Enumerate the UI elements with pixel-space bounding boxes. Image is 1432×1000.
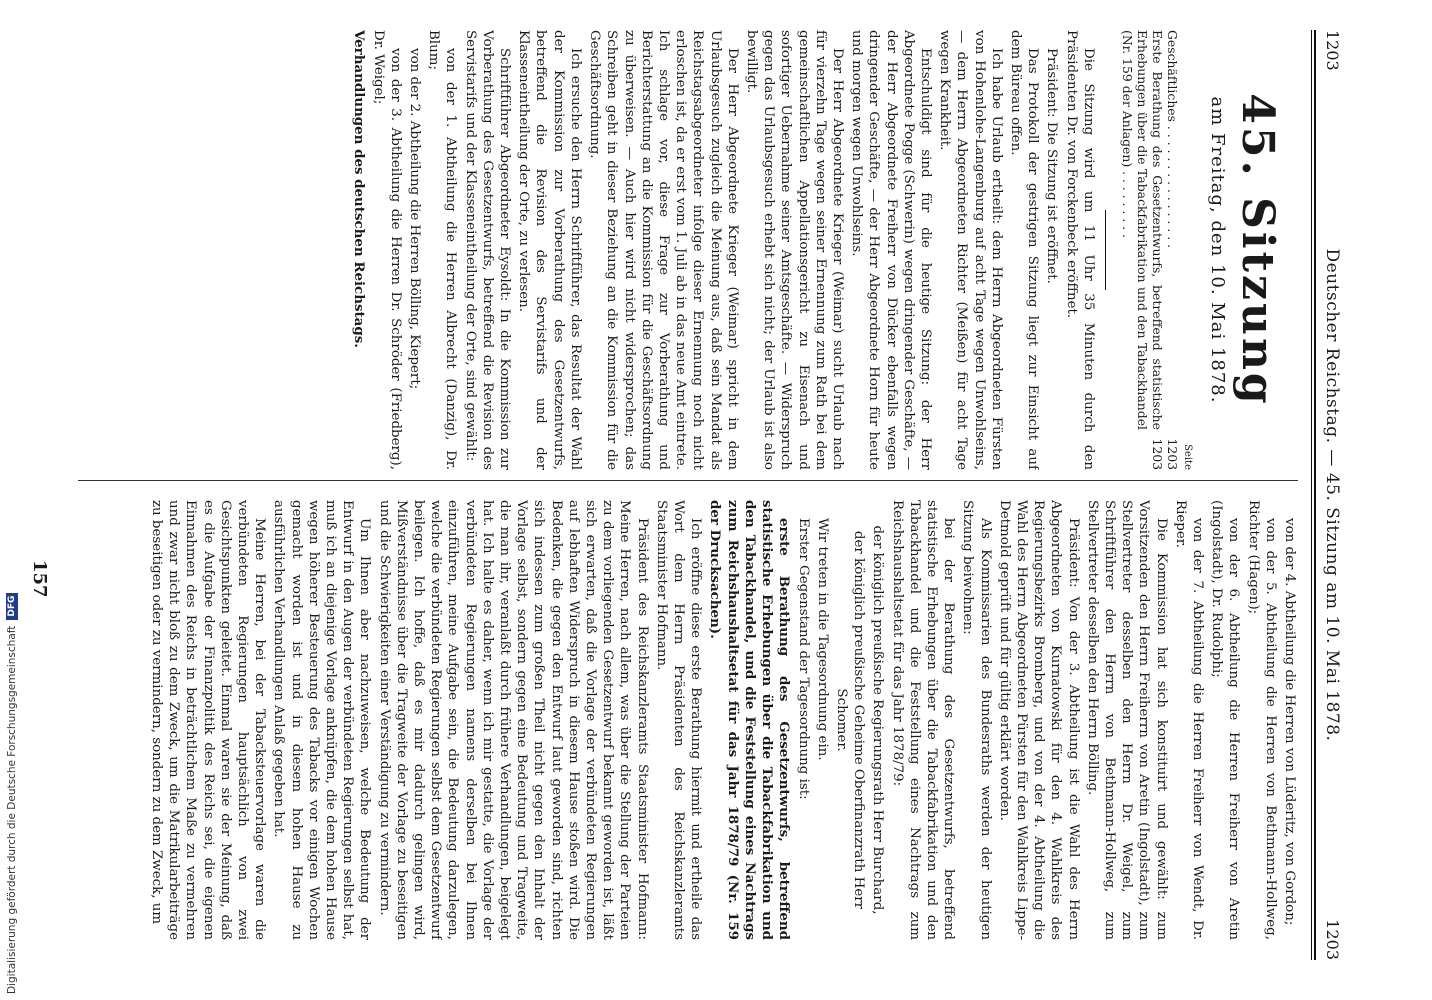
paragraph: Präsident: Die Sitzung ist eröffnet.	[1044, 48, 1060, 284]
paragraph: Ich eröffne diese erste Berathung hiermit und ertheile das Wort dem Herrn Präsidenten des Reichskanzleramts Staatsminister Hofmann.	[653, 500, 704, 940]
dfg-logo-icon: DFG	[6, 593, 18, 620]
digitization-credit	[2, 0, 22, 1000]
page-number-left: 1203	[1323, 30, 1342, 71]
column-divider	[78, 480, 1298, 481]
paragraph: Das Protokoll der gestrigen Sitzung liegt zur Einsicht auf dem Büreau offen.	[1007, 30, 1041, 470]
toc-label: Geschäftliches . . . . . . . . . . . . . . . .	[1164, 30, 1180, 249]
paragraph: der königlich preußische Geheime Oberfinanzrath Herr Schomer.	[833, 530, 867, 910]
table-of-contents	[1120, 30, 1195, 470]
paragraph: Erster Gegenstand der Tagesordnung ist:	[795, 518, 811, 800]
paragraph: der königlich preußische Regierungsrath Herr Burchard,	[870, 525, 886, 915]
rotated-page	[20, 10, 1350, 970]
paragraph: Um Ihnen aber nachzuweisen, welche Bedeutung der Entwurf in den Augen der verbündeten Regierungen selbst hat, muß ich an diejenige Vorlage anknüpfen, die dem hohen Hause wegen höherer Besteuerung des Tabacks vor einigen Wochen gemacht worden ist und in diesem hohen Hause zu ausführlichen Verhandlungen Anlaß gegeben hat.	[271, 500, 373, 940]
paragraph: von der 4. Abtheilung die Herren von Lüderitz, von Gordon;	[1282, 518, 1297, 926]
header-rule	[1314, 30, 1316, 960]
session-date: am Freitag, den 10. Mai 1878.	[1207, 96, 1228, 404]
paragraph: von der 6. Abtheilung die Herren Freiherr von Aretin (Ingolstadt), Dr. Rudolphi;	[1209, 500, 1242, 940]
paragraph: von der 7. Abtheilung die Herren Freiherr von Wendt, Dr. Rieper.	[1172, 500, 1205, 940]
credit-text: Digitalisierung gefördert durch die Deutsche Forschungsgemeinschaft	[6, 625, 18, 994]
paragraph: Der Herr Abgeordnete Krieger (Weimar) spricht in dem Urlaubsgesuch zugleich die Meinung aus, daß sein Mandat als Reichstagsabgeordneter infolge dieser Ernennung noch nicht erloschen ist, da er erst vom 1. Juli ab in das neue Amt eintrete. Ich schlage vor, diese Frage zur Vorberathung und Berichterstattung an die Kommission für die Geschäftsordnung zu überweisen. — Auch hier wird nicht widersprochen; das Schreiben geht in dieser Beziehung an die Kommission für die Geschäftsordnung.	[587, 30, 740, 470]
running-header	[1316, 30, 1342, 960]
paragraph: Wir treten in die Tagesordnung ein.	[814, 518, 830, 761]
toc-row	[1120, 30, 1165, 470]
header-rule-thin	[1311, 30, 1312, 960]
signature-number: 157	[29, 560, 50, 598]
paragraph: Ich ersuche den Herrn Schriftführer, das Resultat der Wahl der Kommission zur Vorberathung des Gesetzentwurfs, betreffend die Revision des Servistarifs und der Klasseneintheilung der Orte, zu verlesen.	[516, 30, 583, 470]
paragraph: von der 2. Abtheilung die Herren Bölling, Kiepert;	[407, 48, 423, 390]
toc-seite-label: Seite	[1181, 444, 1193, 470]
paragraph: Die Sitzung wird um 11 Uhr 35 Minuten durch den Präsidenten Dr. von Forckenbeck eröffnet.	[1063, 30, 1096, 470]
agenda-item: erste Berathung des Gesetzentwurfs, betreffend statistische Erhebungen über die Tabackfabrikation und den Tabackhandel, und die Feststellung eines Nachtrags zum Reichshaushaltsetat für das Jahr 1878/79 (Nr. 159 der Drucksachen).	[707, 500, 793, 940]
section-rule	[1105, 210, 1106, 290]
paragraph: Entschuldigt sind für die heutige Sitzung: der Herr Abgeordnete Pogge (Schwerin) wegen dringender Geschäfte, — der Herr Abgeordnete Freiherr von Dücker ebenfalls wegen dringender Geschäfte, — der Herr Abgeordnete Horn für heute und morgen wegen Unwohlseins.	[849, 30, 933, 470]
paragraph: Ich habe Urlaub ertheilt: dem Herrn Abgeordneten Fürsten von Hohenlohe-Langenburg auf acht Tage wegen Unwohlseins, — dem Herrn Abgeordneten Richter (Meißen) für acht Tage wegen Krankheit.	[937, 30, 1004, 470]
paragraph: Präsident: Von der 3. Abtheilung ist die Wahl des Herrn Abgeordneten von Kurnatowski für den 4. Wahlkreis des Regierungsbezirks Bromberg, und von der 4. Abtheilung die Wahl des Herrn Abgeordneten Pürsten für den Wahlkreis Lippe-Detmold geprüft und für gültig erklärt worden.	[996, 500, 1081, 940]
paragraph: Präsident des Reichskanzleramts Staatsminister Hofmann: Meine Herren, nach allem, was über die Stellung der Parteien zu dem vorliegenden Gesetzentwurf bekannt geworden ist, läßt sich erwarten, daß die Vorlage der verbündeten Regierungen auf lebhaften Widerspruch in diesem Hause stoßen wird. Die Bedenken, die gegen den Entwurf laut geworden sind, richten sich indessen zum großen Theil nicht gegen den Inhalt der Vorlage selbst, sondern gegen eine Bedeutung und Tragweite, die man ihr, veranlaßt durch frühere Verhandlungen, beigelegt hat. Ich halte es daher, wenn ich mir gestatte, die Vorlage der verbündeten Regierungen namens derselben bei Ihnen einzuführen, meine Aufgabe sein, die Bedeutung darzulegen, welche die verbündeten Regierungen selbst dem Gesetzentwurf beilegen. Ich hoffe, daß es mir dadurch gelingen wird, Mißverständnisse über die Tragweite der Vorlage zu beseitigen und die Schwierigkeiten einer Verständigung zu vermindern.	[376, 500, 650, 940]
paragraph: Meine Herren, bei der Tabacksteuervorlage waren die verbündeten Regierungen hauptsächlich von zwei Gesichtspunkten geleitet. Einmal waren sie der Meinung, daß es die Aufgabe der Finanzpolitik des Reichs sei, die eigenen Einnahmen des Reichs in beträchtlichem Maße zu vermehren und zwar nicht bloß zu dem Zweck, um die Matrikularbeiträge zu beseitigen oder zu vermindern, sondern zu dem Zweck, um	[149, 500, 268, 940]
right-column	[58, 500, 1298, 940]
running-title: Deutscher Reichstag. — 45. Sitzung am 10. Mai 1878.	[1322, 248, 1342, 742]
left-column	[58, 30, 1298, 470]
paragraph: Schriftführer Abgeordneter Eysoldt: In die Kommission zur Vorberathung des Gesetzentwurfs, betreffend die Revision des Servistarifs und der Klasseneintheilung der Orte, sind gewählt:	[462, 30, 513, 470]
paragraph: von der 1. Abtheilung die Herren Albrecht (Danzig), Dr. Blum;	[426, 30, 459, 470]
paragraph: Die Kommission hat sich konstituirt und gewählt: zum Vorsitzenden den Herrn Freiherrn von Aretin (Ingolstadt), zum Stellvertreter desselben den Herrn Dr. Weigel, zum Schriftführer den Herrn von Bethmann-Hollweg, zum Stellvertreter desselben den Herrn Bölling.	[1084, 500, 1169, 940]
paragraph: Als Kommissarien des Bundesraths werden der heutigen Sitzung beiwohnen:	[960, 500, 993, 940]
toc-label: Erste Berathung des Gesetzentwurfs, betreffend statistische Erhebungen über die Tabackfabrikation und den Tabackhandel (Nr. 159 der Anlagen) . . . . . . . . .	[1119, 30, 1165, 430]
paragraph: Der Herr Abgeordnete Krieger (Weimar) sucht Urlaub nach für vierzehn Tage wegen seiner Ernennung zum Rath bei dem gemeinschaftlichen Appellationsgericht zu Eisenach und sofortiger Uebernahme seiner Amtsgeschäfte. — Widerspruch gegen das Urlaubsgesuch erhebt sich nicht; der Urlaub ist also bewilligt.	[743, 30, 845, 470]
toc-row	[1165, 30, 1180, 470]
session-title: 45. Sitzung	[1232, 93, 1283, 407]
paragraph: bei der Berathung des Gesetzentwurfs, betreffend statistische Erhebungen über die Tabackfabrikation und den Tabackhandel und die Feststellung eines Nachtrags zum Reichshaushaltsetat für das Jahr 1878/79:	[889, 500, 957, 940]
footer-line: Verhandlungen des deutschen Reichstags.	[351, 30, 368, 348]
toc-page: 1203	[1164, 438, 1180, 470]
paragraph: von der 3. Abtheilung die Herren Dr. Schröder (Friedberg), Dr. Weigel;	[370, 30, 403, 470]
paragraph: von der 5. Abtheilung die Herren von Bethmann-Hollweg, Richter (Hagen);	[1245, 500, 1278, 940]
page-number-right: 1203	[1323, 919, 1342, 960]
toc-page: 1203	[1149, 438, 1165, 470]
